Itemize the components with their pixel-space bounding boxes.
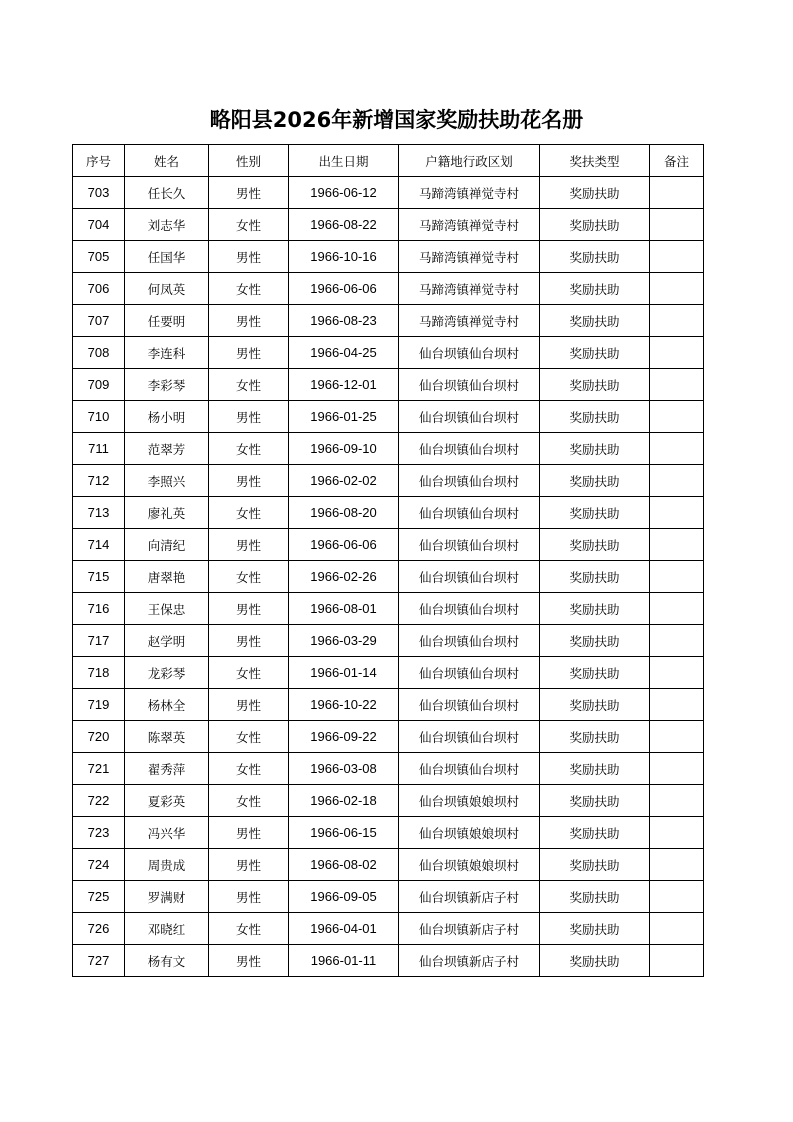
cell-seq: 717 bbox=[73, 625, 125, 657]
cell-region: 仙台坝镇新店子村 bbox=[399, 881, 540, 913]
cell-gender: 男性 bbox=[209, 817, 289, 849]
cell-name: 王保忠 bbox=[125, 593, 209, 625]
table-row bbox=[73, 881, 704, 913]
cell-name: 李彩琴 bbox=[125, 369, 209, 401]
cell-name: 赵学明 bbox=[125, 625, 209, 657]
header-name: 姓名 bbox=[125, 145, 209, 177]
cell-seq: 714 bbox=[73, 529, 125, 561]
cell-remarks bbox=[650, 849, 704, 881]
cell-gender: 男性 bbox=[209, 401, 289, 433]
cell-seq: 712 bbox=[73, 465, 125, 497]
cell-name: 任长久 bbox=[125, 177, 209, 209]
cell-remarks bbox=[650, 689, 704, 721]
cell-seq: 723 bbox=[73, 817, 125, 849]
cell-region: 仙台坝镇娘娘坝村 bbox=[399, 817, 540, 849]
table-body bbox=[73, 177, 704, 977]
cell-name: 邓晓红 bbox=[125, 913, 209, 945]
cell-gender: 男性 bbox=[209, 529, 289, 561]
cell-support-type: 奖励扶助 bbox=[540, 721, 650, 753]
cell-birthdate: 1966-09-10 bbox=[289, 433, 399, 465]
cell-gender: 男性 bbox=[209, 337, 289, 369]
table-row bbox=[73, 913, 704, 945]
cell-birthdate: 1966-01-25 bbox=[289, 401, 399, 433]
cell-name: 夏彩英 bbox=[125, 785, 209, 817]
cell-gender: 男性 bbox=[209, 305, 289, 337]
cell-remarks bbox=[650, 753, 704, 785]
cell-remarks bbox=[650, 721, 704, 753]
cell-birthdate: 1966-01-14 bbox=[289, 657, 399, 689]
cell-remarks bbox=[650, 593, 704, 625]
cell-birthdate: 1966-08-01 bbox=[289, 593, 399, 625]
cell-gender: 女性 bbox=[209, 721, 289, 753]
cell-name: 任要明 bbox=[125, 305, 209, 337]
cell-support-type: 奖励扶助 bbox=[540, 945, 650, 977]
cell-name: 陈翠英 bbox=[125, 721, 209, 753]
cell-support-type: 奖励扶助 bbox=[540, 785, 650, 817]
cell-name: 周贵成 bbox=[125, 849, 209, 881]
cell-birthdate: 1966-12-01 bbox=[289, 369, 399, 401]
cell-gender: 女性 bbox=[209, 785, 289, 817]
cell-region: 仙台坝镇仙台坝村 bbox=[399, 369, 540, 401]
cell-name: 罗满财 bbox=[125, 881, 209, 913]
cell-seq: 710 bbox=[73, 401, 125, 433]
cell-birthdate: 1966-08-22 bbox=[289, 209, 399, 241]
cell-seq: 713 bbox=[73, 497, 125, 529]
cell-seq: 716 bbox=[73, 593, 125, 625]
cell-birthdate: 1966-08-20 bbox=[289, 497, 399, 529]
table-row bbox=[73, 753, 704, 785]
cell-name: 杨林全 bbox=[125, 689, 209, 721]
cell-support-type: 奖励扶助 bbox=[540, 817, 650, 849]
cell-birthdate: 1966-10-22 bbox=[289, 689, 399, 721]
cell-remarks bbox=[650, 497, 704, 529]
cell-gender: 女性 bbox=[209, 497, 289, 529]
table-row bbox=[73, 689, 704, 721]
cell-remarks bbox=[650, 657, 704, 689]
cell-remarks bbox=[650, 209, 704, 241]
cell-seq: 720 bbox=[73, 721, 125, 753]
cell-birthdate: 1966-09-22 bbox=[289, 721, 399, 753]
table-row bbox=[73, 593, 704, 625]
cell-remarks bbox=[650, 369, 704, 401]
cell-birthdate: 1966-09-05 bbox=[289, 881, 399, 913]
cell-support-type: 奖励扶助 bbox=[540, 881, 650, 913]
cell-gender: 女性 bbox=[209, 433, 289, 465]
header-support-type: 奖扶类型 bbox=[540, 145, 650, 177]
cell-name: 杨有文 bbox=[125, 945, 209, 977]
table-row bbox=[73, 625, 704, 657]
cell-name: 龙彩琴 bbox=[125, 657, 209, 689]
cell-birthdate: 1966-04-25 bbox=[289, 337, 399, 369]
cell-gender: 男性 bbox=[209, 593, 289, 625]
cell-gender: 女性 bbox=[209, 913, 289, 945]
table-row bbox=[73, 305, 704, 337]
cell-remarks bbox=[650, 305, 704, 337]
table-row bbox=[73, 369, 704, 401]
cell-seq: 718 bbox=[73, 657, 125, 689]
cell-gender: 男性 bbox=[209, 625, 289, 657]
cell-seq: 715 bbox=[73, 561, 125, 593]
cell-seq: 711 bbox=[73, 433, 125, 465]
cell-birthdate: 1966-04-01 bbox=[289, 913, 399, 945]
cell-name: 廖礼英 bbox=[125, 497, 209, 529]
cell-region: 仙台坝镇仙台坝村 bbox=[399, 593, 540, 625]
cell-birthdate: 1966-06-15 bbox=[289, 817, 399, 849]
cell-remarks bbox=[650, 817, 704, 849]
table-row bbox=[73, 177, 704, 209]
cell-name: 冯兴华 bbox=[125, 817, 209, 849]
cell-seq: 705 bbox=[73, 241, 125, 273]
cell-support-type: 奖励扶助 bbox=[540, 401, 650, 433]
cell-name: 李连科 bbox=[125, 337, 209, 369]
cell-region: 仙台坝镇仙台坝村 bbox=[399, 529, 540, 561]
cell-gender: 女性 bbox=[209, 753, 289, 785]
header-birthdate: 出生日期 bbox=[289, 145, 399, 177]
cell-seq: 725 bbox=[73, 881, 125, 913]
cell-seq: 727 bbox=[73, 945, 125, 977]
cell-support-type: 奖励扶助 bbox=[540, 561, 650, 593]
cell-birthdate: 1966-06-06 bbox=[289, 529, 399, 561]
cell-region: 仙台坝镇仙台坝村 bbox=[399, 401, 540, 433]
table-header-row bbox=[73, 145, 704, 177]
cell-gender: 男性 bbox=[209, 689, 289, 721]
cell-remarks bbox=[650, 913, 704, 945]
cell-birthdate: 1966-06-06 bbox=[289, 273, 399, 305]
cell-gender: 男性 bbox=[209, 465, 289, 497]
cell-support-type: 奖励扶助 bbox=[540, 529, 650, 561]
cell-remarks bbox=[650, 401, 704, 433]
cell-name: 任国华 bbox=[125, 241, 209, 273]
roster-table bbox=[72, 144, 704, 977]
cell-region: 仙台坝镇娘娘坝村 bbox=[399, 785, 540, 817]
cell-birthdate: 1966-03-08 bbox=[289, 753, 399, 785]
cell-birthdate: 1966-02-02 bbox=[289, 465, 399, 497]
cell-gender: 男性 bbox=[209, 241, 289, 273]
cell-support-type: 奖励扶助 bbox=[540, 241, 650, 273]
cell-name: 李照兴 bbox=[125, 465, 209, 497]
table-row bbox=[73, 433, 704, 465]
cell-seq: 726 bbox=[73, 913, 125, 945]
cell-gender: 女性 bbox=[209, 209, 289, 241]
table-row bbox=[73, 529, 704, 561]
cell-birthdate: 1966-08-02 bbox=[289, 849, 399, 881]
cell-support-type: 奖励扶助 bbox=[540, 369, 650, 401]
cell-remarks bbox=[650, 433, 704, 465]
cell-region: 马蹄湾镇禅觉寺村 bbox=[399, 241, 540, 273]
cell-region: 仙台坝镇仙台坝村 bbox=[399, 337, 540, 369]
cell-gender: 男性 bbox=[209, 945, 289, 977]
cell-birthdate: 1966-10-16 bbox=[289, 241, 399, 273]
cell-support-type: 奖励扶助 bbox=[540, 465, 650, 497]
cell-support-type: 奖励扶助 bbox=[540, 433, 650, 465]
cell-seq: 707 bbox=[73, 305, 125, 337]
cell-gender: 女性 bbox=[209, 561, 289, 593]
cell-birthdate: 1966-03-29 bbox=[289, 625, 399, 657]
cell-support-type: 奖励扶助 bbox=[540, 305, 650, 337]
cell-seq: 719 bbox=[73, 689, 125, 721]
cell-name: 刘志华 bbox=[125, 209, 209, 241]
cell-gender: 男性 bbox=[209, 849, 289, 881]
cell-gender: 女性 bbox=[209, 369, 289, 401]
cell-remarks bbox=[650, 465, 704, 497]
table-row bbox=[73, 657, 704, 689]
cell-region: 马蹄湾镇禅觉寺村 bbox=[399, 209, 540, 241]
cell-region: 马蹄湾镇禅觉寺村 bbox=[399, 273, 540, 305]
cell-support-type: 奖励扶助 bbox=[540, 657, 650, 689]
header-seq: 序号 bbox=[73, 145, 125, 177]
table-row bbox=[73, 209, 704, 241]
header-remarks: 备注 bbox=[650, 145, 704, 177]
cell-region: 仙台坝镇娘娘坝村 bbox=[399, 849, 540, 881]
table-row bbox=[73, 785, 704, 817]
cell-seq: 706 bbox=[73, 273, 125, 305]
cell-remarks bbox=[650, 625, 704, 657]
cell-birthdate: 1966-01-11 bbox=[289, 945, 399, 977]
cell-remarks bbox=[650, 337, 704, 369]
cell-gender: 女性 bbox=[209, 657, 289, 689]
cell-remarks bbox=[650, 785, 704, 817]
cell-birthdate: 1966-02-18 bbox=[289, 785, 399, 817]
table-row bbox=[73, 337, 704, 369]
cell-region: 仙台坝镇仙台坝村 bbox=[399, 561, 540, 593]
cell-seq: 722 bbox=[73, 785, 125, 817]
cell-seq: 703 bbox=[73, 177, 125, 209]
table-row bbox=[73, 241, 704, 273]
cell-gender: 男性 bbox=[209, 177, 289, 209]
cell-region: 仙台坝镇仙台坝村 bbox=[399, 625, 540, 657]
cell-name: 向清纪 bbox=[125, 529, 209, 561]
cell-seq: 724 bbox=[73, 849, 125, 881]
cell-gender: 女性 bbox=[209, 273, 289, 305]
cell-birthdate: 1966-06-12 bbox=[289, 177, 399, 209]
cell-remarks bbox=[650, 945, 704, 977]
cell-seq: 721 bbox=[73, 753, 125, 785]
cell-region: 仙台坝镇新店子村 bbox=[399, 913, 540, 945]
header-gender: 性别 bbox=[209, 145, 289, 177]
cell-support-type: 奖励扶助 bbox=[540, 689, 650, 721]
cell-region: 仙台坝镇新店子村 bbox=[399, 945, 540, 977]
page-title: 略阳县2026年新增国家奖励扶助花名册 bbox=[209, 108, 584, 132]
cell-support-type: 奖励扶助 bbox=[540, 593, 650, 625]
cell-name: 唐翠艳 bbox=[125, 561, 209, 593]
cell-name: 杨小明 bbox=[125, 401, 209, 433]
cell-seq: 709 bbox=[73, 369, 125, 401]
cell-seq: 708 bbox=[73, 337, 125, 369]
cell-remarks bbox=[650, 241, 704, 273]
cell-remarks bbox=[650, 177, 704, 209]
cell-birthdate: 1966-02-26 bbox=[289, 561, 399, 593]
cell-name: 翟秀萍 bbox=[125, 753, 209, 785]
table-row bbox=[73, 465, 704, 497]
cell-remarks bbox=[650, 881, 704, 913]
cell-seq: 704 bbox=[73, 209, 125, 241]
table-row bbox=[73, 273, 704, 305]
table-row bbox=[73, 817, 704, 849]
cell-support-type: 奖励扶助 bbox=[540, 753, 650, 785]
cell-remarks bbox=[650, 273, 704, 305]
cell-region: 仙台坝镇仙台坝村 bbox=[399, 433, 540, 465]
table-row bbox=[73, 849, 704, 881]
cell-support-type: 奖励扶助 bbox=[540, 497, 650, 529]
cell-name: 范翠芳 bbox=[125, 433, 209, 465]
cell-region: 仙台坝镇仙台坝村 bbox=[399, 657, 540, 689]
cell-region: 马蹄湾镇禅觉寺村 bbox=[399, 177, 540, 209]
cell-support-type: 奖励扶助 bbox=[540, 273, 650, 305]
cell-region: 仙台坝镇仙台坝村 bbox=[399, 721, 540, 753]
cell-region: 仙台坝镇仙台坝村 bbox=[399, 753, 540, 785]
cell-support-type: 奖励扶助 bbox=[540, 209, 650, 241]
table-row bbox=[73, 401, 704, 433]
table-row bbox=[73, 945, 704, 977]
cell-region: 仙台坝镇仙台坝村 bbox=[399, 689, 540, 721]
cell-support-type: 奖励扶助 bbox=[540, 913, 650, 945]
table-row bbox=[73, 721, 704, 753]
cell-support-type: 奖励扶助 bbox=[540, 177, 650, 209]
cell-region: 仙台坝镇仙台坝村 bbox=[399, 497, 540, 529]
cell-remarks bbox=[650, 529, 704, 561]
header-region: 户籍地行政区划 bbox=[399, 145, 540, 177]
cell-region: 马蹄湾镇禅觉寺村 bbox=[399, 305, 540, 337]
cell-support-type: 奖励扶助 bbox=[540, 849, 650, 881]
table-row bbox=[73, 561, 704, 593]
cell-name: 何凤英 bbox=[125, 273, 209, 305]
cell-region: 仙台坝镇仙台坝村 bbox=[399, 465, 540, 497]
cell-gender: 男性 bbox=[209, 881, 289, 913]
cell-support-type: 奖励扶助 bbox=[540, 337, 650, 369]
cell-remarks bbox=[650, 561, 704, 593]
cell-support-type: 奖励扶助 bbox=[540, 625, 650, 657]
cell-birthdate: 1966-08-23 bbox=[289, 305, 399, 337]
table-row bbox=[73, 497, 704, 529]
